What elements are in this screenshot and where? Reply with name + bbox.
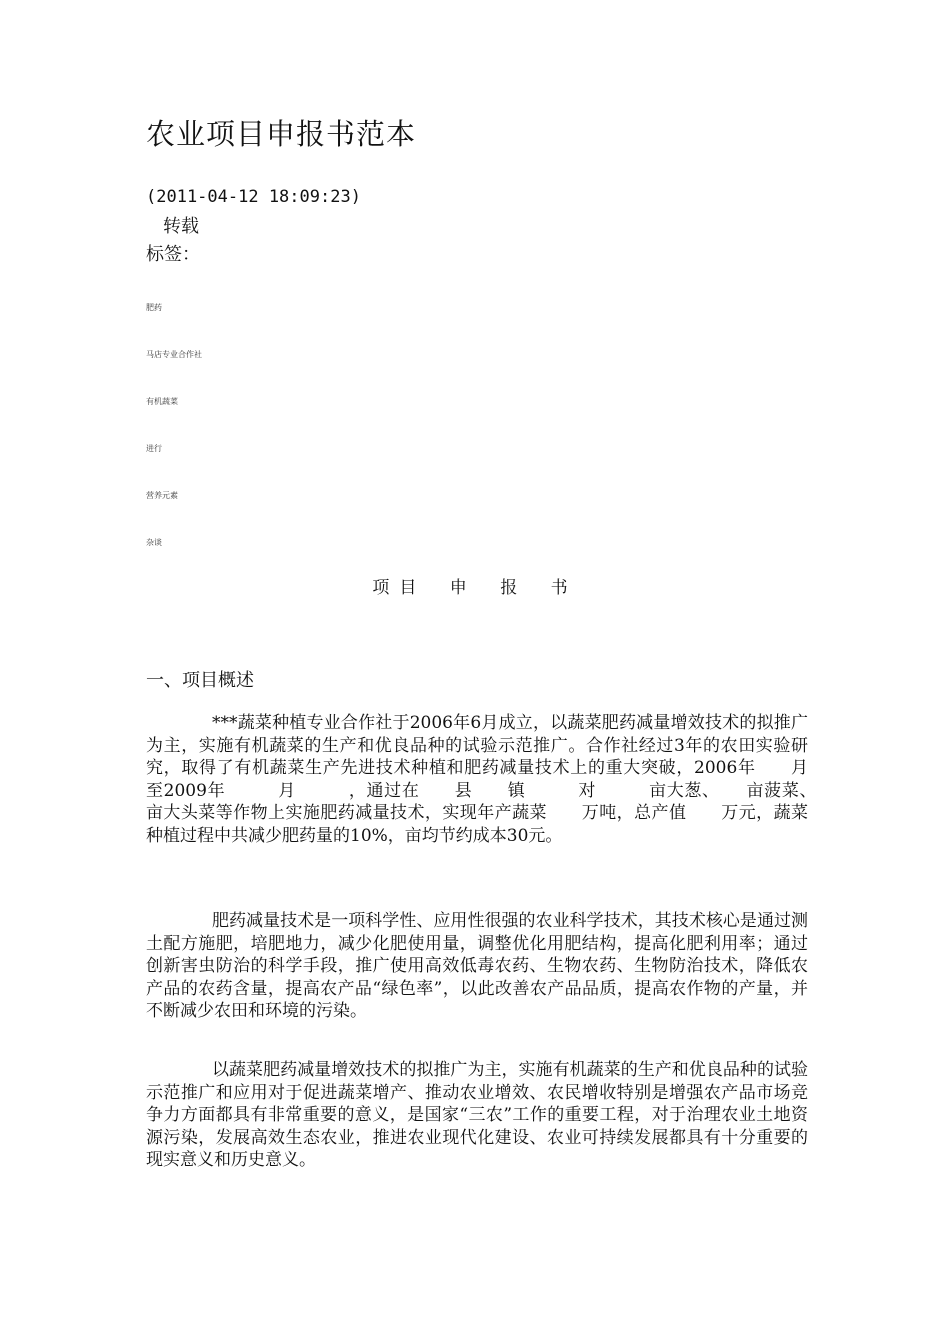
body-paragraph: ***蔬菜种植专业合作社于2006年6月成立，以蔬菜肥药减量增效技术的拟推广为主，实施有机蔬菜的生产和优良品种的试验示范推广。合作社经过3年的农田实验研究，取得了有机蔬菜生产先进技术种植和肥药减量技术上的重大突破，2006年 月 至2009年 月 ，通过在 县 镇 对 亩大葱、 亩菠菜、 亩大头菜等作物上实施肥药减量技术，实现年产蔬菜 万吨，总产值 万元，蔬菜种植过程中共减少肥药量的10%，亩均节约成本30元。 [146,713,859,846]
tags-label: 标签： [146,244,200,265]
tag-link[interactable]: 杂谈 [146,538,162,547]
repost-label[interactable]: 转载 [163,216,199,237]
application-heading [0,573,950,598]
body-paragraph: 肥药减量技术是一项科学性、应用性很强的农业科学技术，其技术核心是通过测土配方施肥，培肥地力，减少化肥使用量，调整优化用肥结构，提高化肥利用率；通过创新害虫防治的科学手段，推广使用高效低毒农药、生物农药、生物防治技术，降低农产品的农药含量，提高农产品“绿色率”，以此改善农产品品质，提高农作物的产量，并不断减少农田和环境的污染。 [146,911,808,1021]
tag-link[interactable]: 肥药 [146,303,162,312]
post-date: (2011-04-12 18:09:23) [146,187,361,207]
section-heading: 一、项目概述 [146,670,254,691]
tag-link[interactable]: 进行 [146,444,162,453]
tag-link[interactable]: 马店专业合作社 [146,350,202,359]
application-heading-text: 项目 申 报 书 [372,578,578,598]
tag-link[interactable]: 有机蔬菜 [146,397,178,406]
body-paragraph: 以蔬菜肥药减量增效技术的拟推广为主，实施有机蔬菜的生产和优良品种的试验示范推广和应用对于促进蔬菜增产、推动农业增效、农民增收特别是增强农产品市场竞争力方面都具有非常重要的意义，是国家“三农”工作的重要工程，对于治理农业土地资源污染，发展高效生态农业，推进农业现代化建设、农业可持续发展都具有十分重要的现实意义和历史意义。 [146,1060,808,1170]
tag-link[interactable]: 营养元素 [146,491,178,500]
document-title: 农业项目申报书范本 [146,117,417,151]
